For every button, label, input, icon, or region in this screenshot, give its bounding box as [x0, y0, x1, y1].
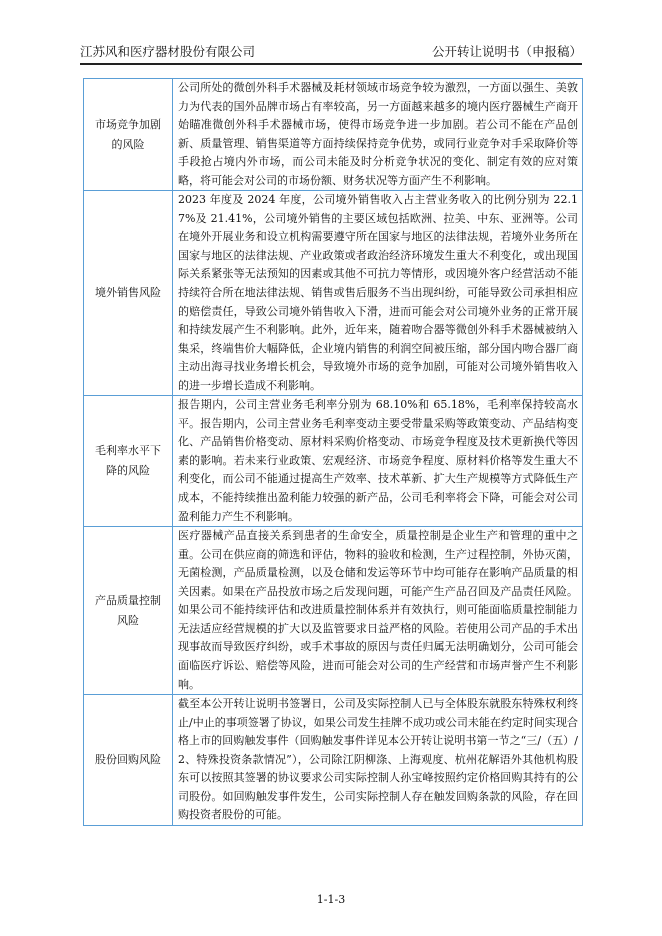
- page-number: 1-1-3: [316, 893, 346, 906]
- risk-description: 公司所处的微创外科手术器械及耗材领域市场竞争较为激烈，一方面以强生、美敦力为代表的国外品牌市场占有率较高，另一方面越来越多的境内医疗器械生产商开始瞄准微创外科手术器械市场，使得市场竞争进一步加剧。若公司不能在产品创新、质量管理、销售渠道等方面持续保持竞争优势，或同行业竞争对手采取降价等手段抢占境内外市场，而公司未能及时分析竞争状况的变化、制定有效的应对策略，将可能会对公司的市场份额、财务状况等方面产生不利影响。: [173, 79, 583, 191]
- table-row: [84, 396, 583, 527]
- risk-description: 截至本公开转让说明书签署日，公司及实际控制人已与全体股东就股东特殊权利终止/中止的事项签署了协议，如果公司发生挂牌不成功或公司未能在约定时间实现合格上市的回购触发事件（回购触发事件详见本公开转让说明书第一节之“三/（五）/2、特殊投资条款情况”），公司除江阴柳涤、上海观度、杭州花解语外其他机构股东可以按照其签署的协议要求公司实际控制人孙宝峰按照约定价格回购其持有的公司股份。如回购触发事件发生，公司实际控制人存在触发回购条款的风险，存在回购投资者股份的可能。: [173, 695, 583, 826]
- risk-description: 报告期内，公司主营业务毛利率分别为 68.10%和 65.18%，毛利率保持较高水平。报告期内，公司主营业务毛利率变动主要受带量采购等政策变动、产品结构变化、产品销售价格变动、原材料采购价格变动、市场竞争程度及技术更新换代等因素的影响。若未来行业政策、宏观经济、市场竞争程度、原材料价格等发生重大不利变化，而公司不能通过提高生产效率、技术革新、扩大生产规模等方式降低生产成本，不能持续推出盈利能力较强的新产品，公司毛利率将会下降，可能会对公司盈利能力产生不利影响。: [173, 396, 583, 527]
- table-row: [84, 695, 583, 826]
- risk-label: 股份回购风险: [84, 695, 173, 826]
- header-divider: [80, 63, 582, 65]
- table-row: [84, 527, 583, 695]
- risk-factors-table: [83, 78, 583, 826]
- document-title: 公开转让说明书（申报稿）: [431, 44, 582, 59]
- table-row: [84, 191, 583, 396]
- company-name: 江苏风和医疗器材股份有限公司: [80, 44, 256, 59]
- risk-description: 2023 年度及 2024 年度，公司境外销售收入占主营业务收入的比例分别为 22.17%及 21.41%，公司境外销售的主要区域包括欧洲、拉美、中东、亚洲等。公司在境外开展业务和设立机构需要遵守所在国家与地区的法律法规，若境外业务所在国家与地区的法律法规、产业政策或者政治经济环境发生重大不利变化，或出现国际关系紧张等无法预知的因素或其他不可抗力等情形，或因境外客户经营活动不能持续符合所在地法律法规、销售或售后服务不当出现纠纷，可能导致公司承担相应的赔偿责任，导致公司境外销售收入下滑，进而可能会对公司境外业务的正常开展和持续发展产生不利影响。此外，近年来，随着吻合器等微创外科手术器械被纳入集采，终端售价大幅降低，企业境内销售的利润空间被压缩，部分国内吻合器厂商主动出海寻找业务增长机会，导致境外市场的竞争加剧，可能对公司境外销售收入的进一步增长造成不利影响。: [173, 191, 583, 396]
- table-row: [84, 79, 583, 191]
- page-header: [80, 42, 582, 62]
- risk-description: 医疗器械产品直接关系到患者的生命安全，质量控制是企业生产和管理的重中之重。公司在供应商的筛选和评估，物料的验收和检测，生产过程控制，外协灭菌，无菌检测，产品质量检测，以及仓储和发运等环节中均可能存在影响产品质量的相关因素。如果在产品投放市场之后发现问题，可能产生产品召回及产品责任风险。如果公司不能持续评估和改进质量控制体系并有效执行，则可能面临质量控制能力无法适应经营规模的扩大以及监管要求日益严格的风险。若使用公司产品的手术出现事故而导致医疗纠纷，或手术事故的原因与责任归属无法明确划分，公司可能会面临医疗诉讼、赔偿等风险，进而可能会对公司的生产经营和市场声誉产生不利影响。: [173, 527, 583, 695]
- risk-label: 产品质量控制风险: [84, 527, 173, 695]
- risk-label: 境外销售风险: [84, 191, 173, 396]
- risk-label: 市场竞争加剧的风险: [84, 79, 173, 191]
- risk-label: 毛利率水平下降的风险: [84, 396, 173, 527]
